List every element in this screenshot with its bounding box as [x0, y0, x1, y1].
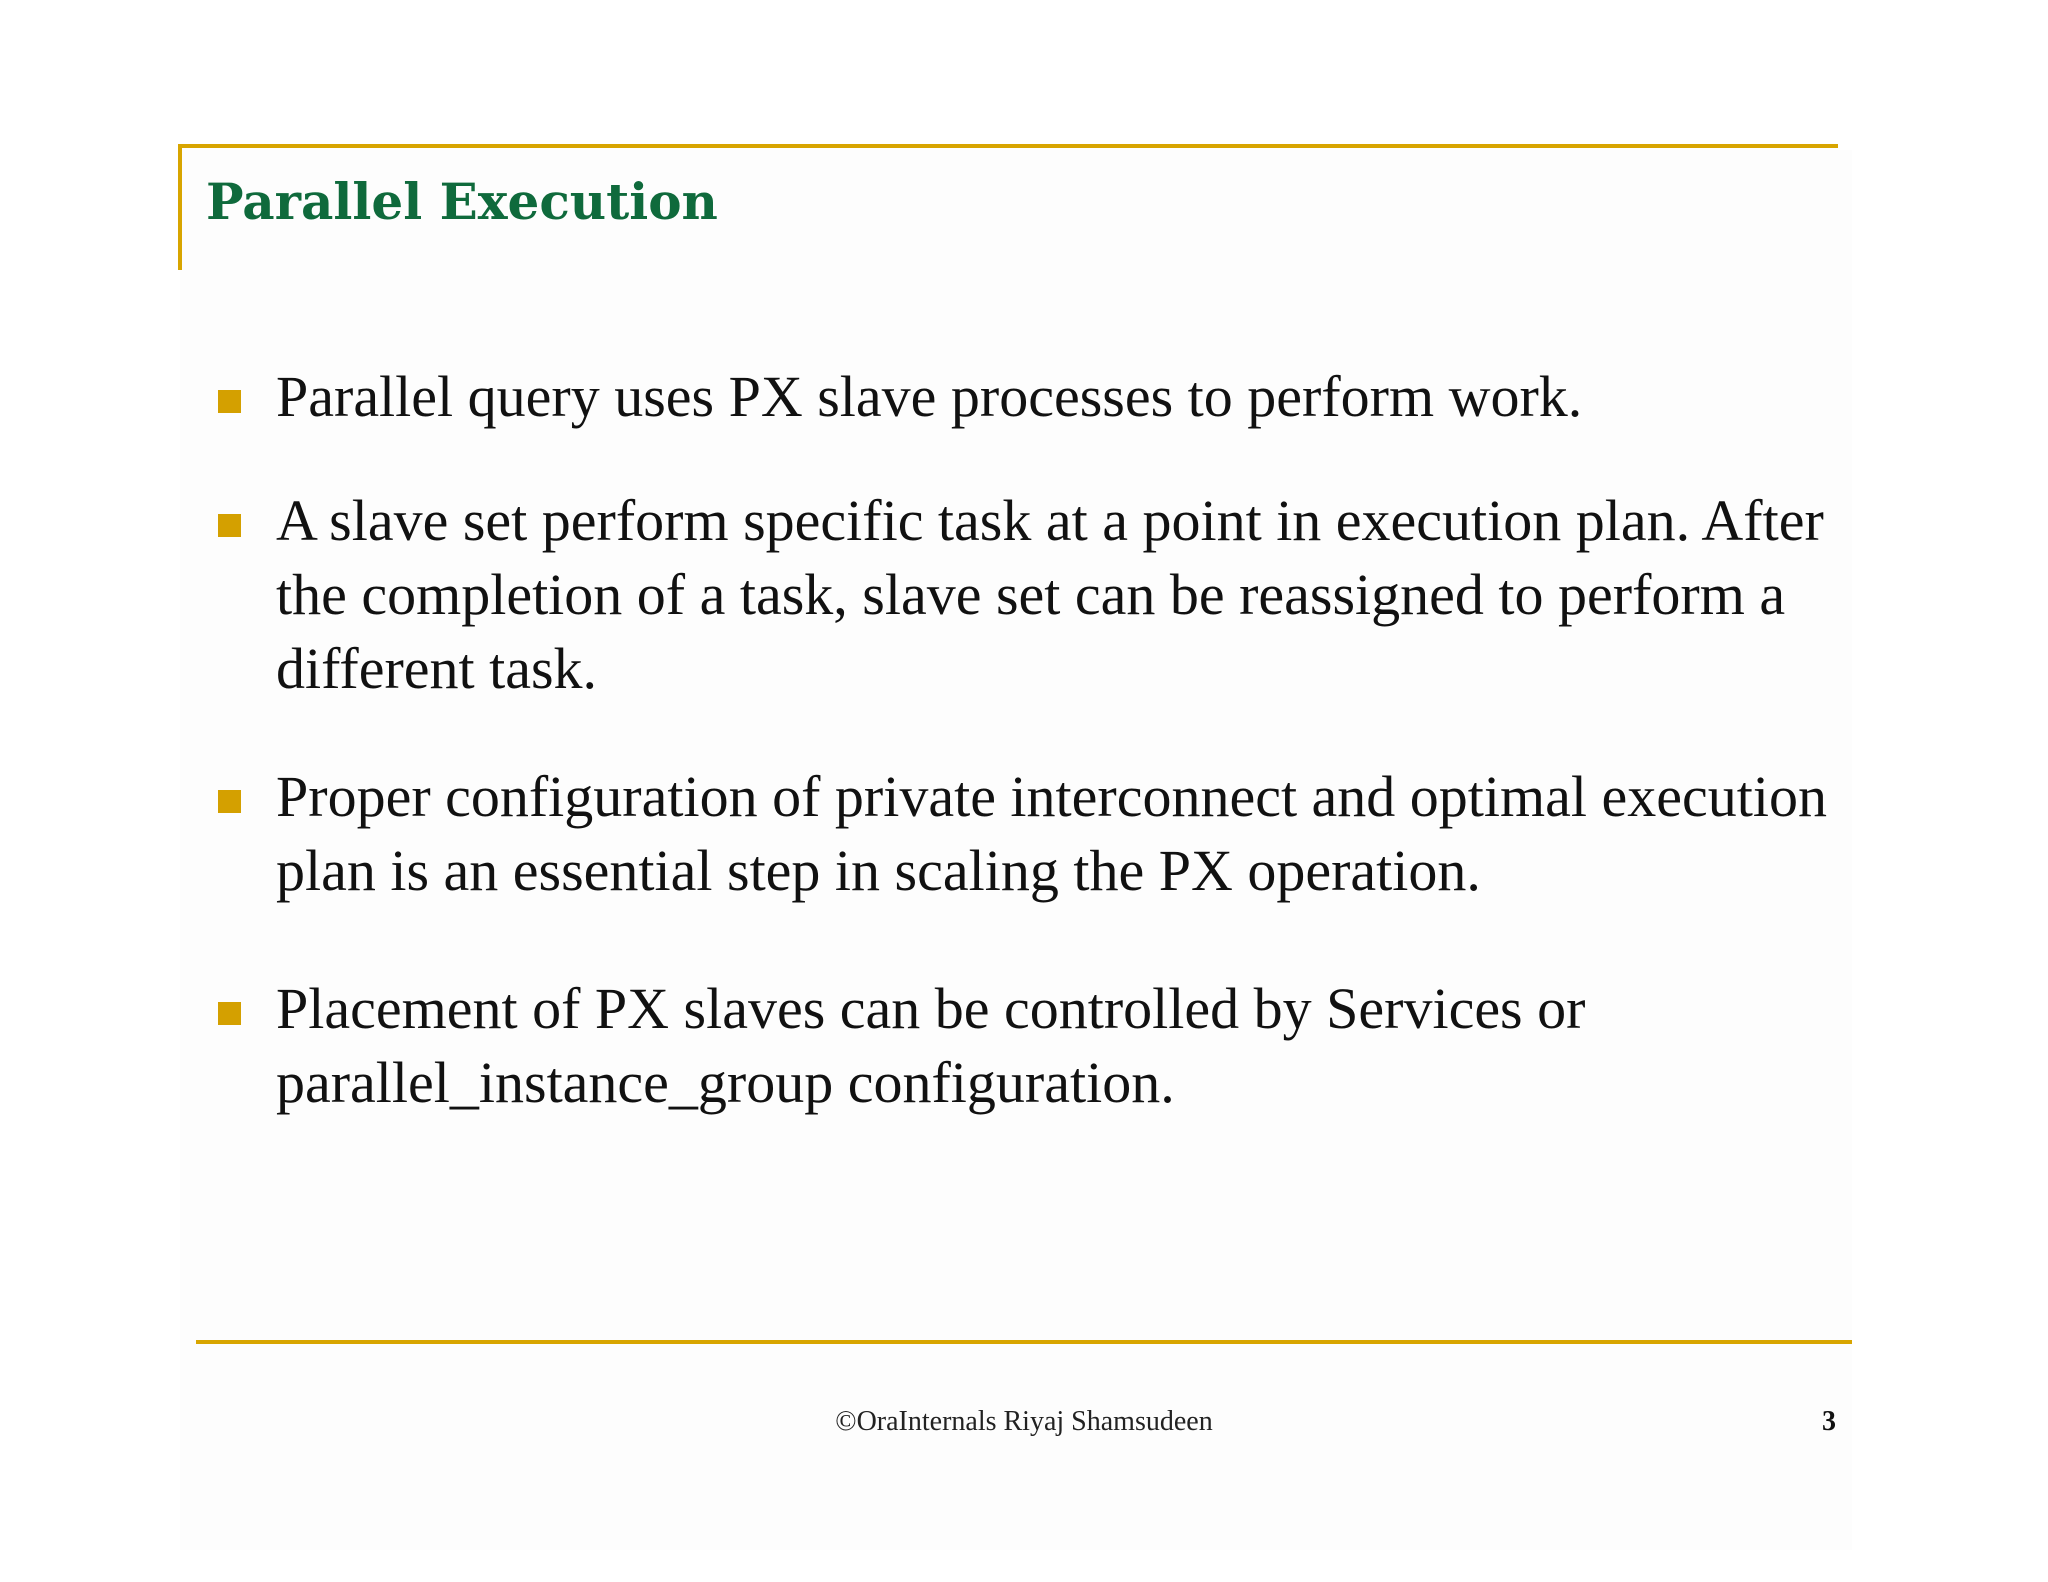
page-number: 3 [1822, 1406, 1836, 1437]
square-bullet-icon [218, 514, 241, 537]
square-bullet-icon [218, 1002, 241, 1025]
bullet-item [210, 360, 1850, 434]
footer-rule [196, 1340, 1852, 1344]
slide-title: Parallel Execution [206, 172, 718, 231]
bullet-item [210, 760, 1850, 908]
bullet-item [210, 972, 1850, 1120]
bullet-list [210, 360, 1850, 1120]
bullet-item [210, 484, 1850, 706]
bullet-text: A slave set perform specific task at a point in execution plan. After the completion of a task, slave set can be reassigned to perform a different task. [276, 488, 1824, 701]
title-rule-top [178, 144, 1838, 148]
square-bullet-icon [218, 390, 241, 413]
footer-copyright: ©OraInternals Riyaj Shamsudeen [835, 1406, 1213, 1437]
square-bullet-icon [218, 790, 241, 813]
title-rule-left [178, 144, 182, 270]
bullet-text: Proper configuration of private interconnect and optimal execution plan is an essential step in scaling the PX operation. [276, 764, 1827, 903]
bullet-text: Parallel query uses PX slave processes to perform work. [276, 364, 1583, 429]
bullet-text: Placement of PX slaves can be controlled by Services or parallel_instance_group configuration. [276, 976, 1586, 1115]
